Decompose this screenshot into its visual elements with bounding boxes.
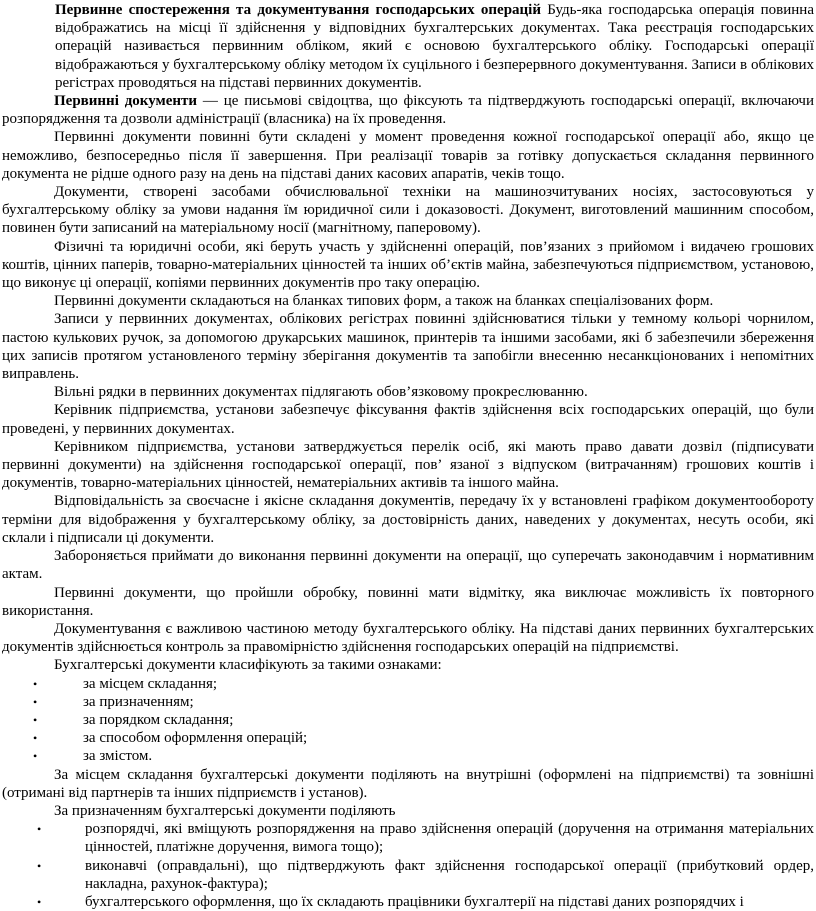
definition-paragraph bbox=[2, 92, 814, 128]
purpose-list bbox=[2, 820, 814, 911]
bullet-icon: • bbox=[33, 694, 38, 709]
by-purpose-lead: За призначенням бухгалтерські документи поділяють bbox=[54, 802, 396, 819]
list-item: • за призначенням; bbox=[33, 693, 194, 710]
intro-paragraph bbox=[2, 1, 814, 92]
list-item: • розпорядчі, які вміщують розпорядження на право здійснення операцій (доручення на отримання матеріальних цінностей, платіжне доручення, вимога тощо); bbox=[37, 821, 814, 856]
paragraph-free-lines: Вільні рядки в первинних документах підлягають обов’язковому прокреслюванню. bbox=[54, 384, 588, 401]
bullet-icon: • bbox=[33, 712, 38, 727]
section-title: Первинне спостереження та документування господарських операцій bbox=[55, 2, 541, 18]
paragraph-prohibition: Забороняється приймати до виконання первинні документи на операції, що суперечать законодавчим і нормативним актам. bbox=[2, 548, 814, 583]
bullet-icon: • bbox=[37, 894, 42, 909]
paragraph-processed-mark: Первинні документи, що пройшли обробку, повинні мати відмітку, яка виключає можливість їх повторного використання. bbox=[2, 584, 814, 619]
bullet-icon: • bbox=[37, 858, 42, 873]
bullet-icon: • bbox=[37, 822, 42, 837]
classification-lead: Бухгалтерські документи класифікують за такими ознаками: bbox=[54, 657, 442, 674]
intro-text: Будь-яка господарська операція повинна відображатись на місці її здійснення у відповідних бухгалтерських документах. Така реєстрація господарських операцій називається первинним обліком, який є основою бухгалтерського обліку. Господарські операції відображаються у бухгалтерському обліку методом їх суцільного і безперервного документування. Записи в облікових регістрах проводяться на підставі первинних документів. bbox=[55, 2, 814, 91]
paragraph-machine-docs: Документи, створені засобами обчислювальної техніки на машинозчитуваних носіях, застосовуються у бухгалтерському обліку за умови надання їм юридичної сили і доказовості. Документ, виготовлений машинним способом, повинен бути записаний на матеріальному носії (магнітному, паперовому). bbox=[2, 184, 814, 237]
paragraph-documenting: Документування є важливою частиною методу бухгалтерського обліку. На підставі даних первинних бухгалтерських документів здійснюється контроль за правомірністю здійснення господарських операцій на підприємстві. bbox=[2, 620, 814, 656]
bullet-icon: • bbox=[33, 731, 38, 746]
paragraph-records: Записи у первинних документах, облікових регістрах повинні здійснюватися тільки у темному кольорі чорнилом, пастою кулькових ручок, за допомогою друкарських машинок, принтерів та іншими засобами, які б забезпечили збереження цих записів протягом установленого терміну зберігання документів та запобігли внесенню несанкціонованих і непомітних виправлень. bbox=[2, 311, 814, 383]
paragraph-signers: Керівником підприємства, установи затверджується перелік осіб, які мають право давати дозвіл (підписувати первинні документи) на здійснення господарської операції, пов’ язаної з відпуском (витрачанням) грошових коштів і документів, товарно-матеріальних цінностей, нематеріальних активів та іншого майна. bbox=[2, 438, 814, 492]
paragraph-manager: Керівник підприємства, установи забезпечує фіксування фактів здійснення всіх господарських операцій, що були проведені, у первинних документах. bbox=[2, 402, 814, 437]
definition-term: Первинні документи bbox=[54, 93, 198, 110]
paragraph-forms: Первинні документи складаються на бланках типових форм, а також на бланках спеціалізованих форм. bbox=[54, 293, 714, 310]
list-item: • бухгалтерського оформлення, що їх складають працівники бухгалтерії на підставі даних розпорядчих і bbox=[37, 893, 744, 910]
bullet-icon: • bbox=[33, 676, 38, 691]
paragraph-by-place: За місцем складання бухгалтерські документи поділяють на внутрішні (оформлені на підприємстві) та зовнішні (отримані від партнерів та інших підприємств і установ). bbox=[2, 766, 814, 801]
paragraph-copies: Фізичні та юридичні особи, які беруть участь у здійсненні операцій, пов’язаних з прийомом і видачею грошових коштів, цінних паперів, товарно-матеріальних цінностей та інших об’єктів майна, забезпечуються підприємством, установою, що виконує ці операції, копіями первинних документів про таку операцію. bbox=[2, 238, 814, 292]
list-item: • за місцем складання; bbox=[33, 675, 218, 692]
list-item: • за порядком складання; bbox=[33, 711, 234, 728]
definition-text: — це письмові свідоцтва, що фіксують та підтверджують господарські операції, включаючи розпорядження та дозволи адміністрації (власника) на їх проведення. bbox=[2, 93, 815, 128]
list-item: • за змістом. bbox=[33, 748, 153, 765]
list-item: • виконавчі (оправдальні), що підтверджують факт здійснення господарської операції (прибутковий ордер, накладна, рахунок-фактура); bbox=[37, 857, 814, 892]
classification-list bbox=[2, 675, 814, 766]
paragraph-timing: Первинні документи повинні бути складені у момент проведення кожної господарської операції або, якщо це неможливо, безпосередньо після її завершення. При реалізації товарів за готівку допускається складання первинного документа не рідше одного разу на день на підставі даних касових апаратів, чеків тощо. bbox=[2, 129, 814, 182]
list-item: • за способом оформлення операцій; bbox=[33, 730, 308, 747]
bullet-icon: • bbox=[33, 749, 38, 764]
paragraph-responsibility: Відповідальність за своєчасне і якісне складання документів, передачу їх у встановлені графіком документообороту терміни для відображення у бухгалтерському обліку, за достовірність даних, наведених у документах, несуть особи, які склали і підписали ці документи. bbox=[2, 493, 814, 546]
